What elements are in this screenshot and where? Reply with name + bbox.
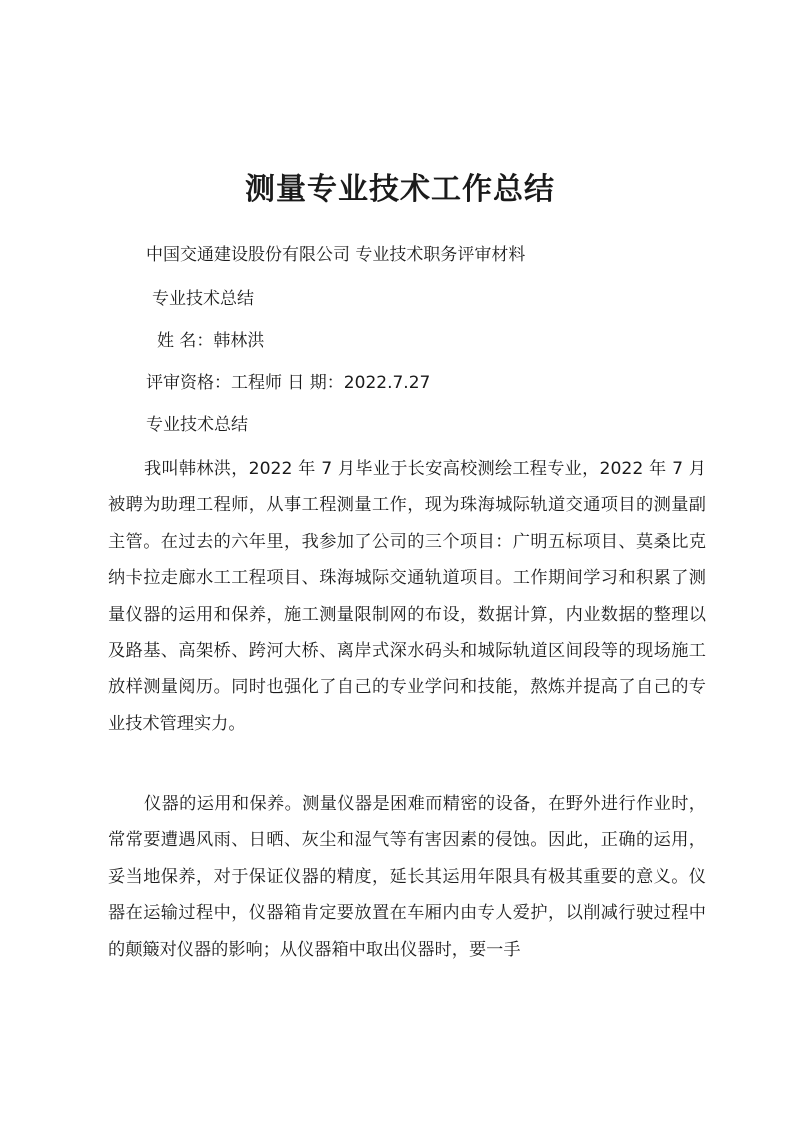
header-company-line: 中国交通建设股份有限公司 专业技术职务评审材料	[146, 245, 526, 265]
header-qualification-line: 评审资格：工程师 日 期：2022.7.27	[146, 373, 431, 393]
header-summary-label: 专业技术总结	[152, 289, 254, 309]
header-name-line: 姓 名：韩林洪	[157, 331, 265, 351]
section-heading: 专业技术总结	[146, 415, 248, 435]
body-paragraph-intro: 我叫韩林洪，2022 年 7 月毕业于长安高校测绘工程专业，2022 年 7 月被聘为助理工程师，从事工程测量工作，现为珠海城际轨道交通项目的测量副主管。在过去的六年里，我参加了公司的三个项目：广明五标项目、莫桑比克纳卡拉走廊水工工程项目、珠海城际交通轨道项目。工作期间学习和积累了测量仪器的运用和保养，施工测量限制网的布设，数据计算，内业数据的整理以及路基、高架桥、跨河大桥、离岸式深水码头和城际轨道区间段等的现场施工放样测量阅历。同时也强化了自己的专业学问和技能，熬炼并提高了自己的专业技术管理实力。	[108, 459, 706, 734]
document-title: 测量专业技术工作总结	[245, 172, 555, 207]
body-paragraph-instruments: 仪器的运用和保养。测量仪器是困难而精密的设备，在野外进行作业时，常常要遭遇风雨、日晒、灰尘和湿气等有害因素的侵蚀。因此，正确的运用，妥当地保养，对于保证仪器的精度，延长其运用年限具有极其重要的意义。仪器在运输过程中，仪器箱肯定要放置在车厢内由专人爱护，以削减行驶过程中的颠簸对仪器的影响；从仪器箱中取出仪器时，要一手	[108, 794, 706, 960]
